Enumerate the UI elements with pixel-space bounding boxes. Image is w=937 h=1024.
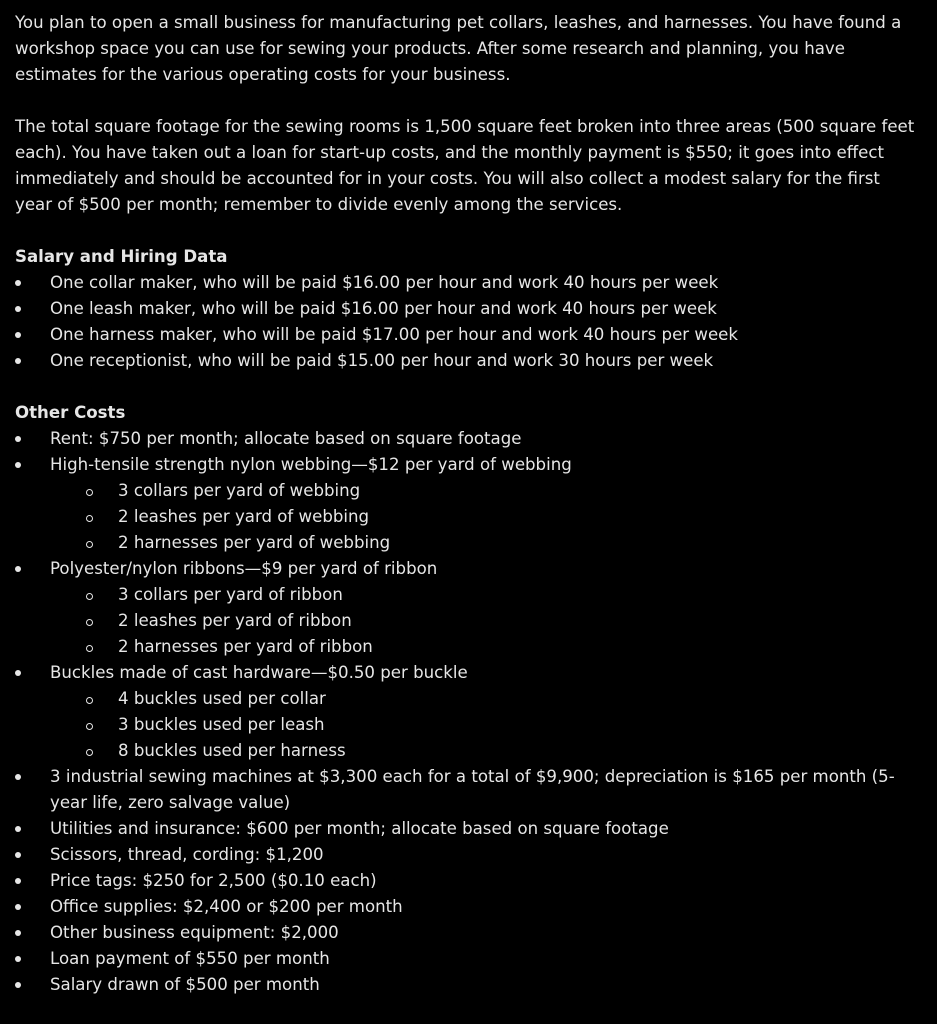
list-item: Buckles made of cast hardware—$0.50 per buckle 4 buckles used per collar 3 buckles used per leash 8 buckles used per harness [15, 660, 915, 764]
list-item: Utilities and insurance: $600 per month; allocate based on square footage [15, 816, 915, 842]
circle-bullet-icon [86, 749, 93, 756]
list-item: Scissors, thread, cording: $1,200 [15, 842, 915, 868]
document [15, 10, 915, 998]
sub-list-item: 4 buckles used per collar [15, 686, 915, 712]
sub-list [50, 582, 915, 660]
bullet-icon [15, 306, 21, 312]
bullet-icon [15, 956, 21, 962]
list-item: One harness maker, who will be paid $17.00 per hour and work 40 hours per week [15, 322, 915, 348]
circle-bullet-icon [86, 619, 93, 626]
bullet-icon [15, 670, 21, 676]
bullet-icon [15, 358, 21, 364]
bullet-icon [15, 852, 21, 858]
list-item: 3 industrial sewing machines at $3,300 each for a total of $9,900; depreciation is $165 per month (5-year life, zero salvage value) [15, 764, 915, 816]
list-item: Office supplies: $2,400 or $200 per month [15, 894, 915, 920]
circle-bullet-icon [86, 515, 93, 522]
sub-list-item: 2 leashes per yard of ribbon [15, 608, 915, 634]
bullet-icon [15, 930, 21, 936]
bullet-icon [15, 436, 21, 442]
salary-heading: Salary and Hiring Data [15, 247, 228, 266]
sub-list-item: 3 collars per yard of ribbon [15, 582, 915, 608]
list-item: One leash maker, who will be paid $16.00 per hour and work 40 hours per week [15, 296, 915, 322]
list-item: Other business equipment: $2,000 [15, 920, 915, 946]
circle-bullet-icon [86, 645, 93, 652]
bullet-icon [15, 566, 21, 572]
list-item: Loan payment of $550 per month [15, 946, 915, 972]
list-item: Polyester/nylon ribbons—$9 per yard of ribbon 3 collars per yard of ribbon 2 leashes per yard of ribbon 2 harnesses per yard of ribbon [15, 556, 915, 660]
list-item: One receptionist, who will be paid $15.00 per hour and work 30 hours per week [15, 348, 915, 374]
other-costs-list [15, 426, 915, 998]
circle-bullet-icon [86, 541, 93, 548]
sub-list-item: 2 harnesses per yard of ribbon [15, 634, 915, 660]
list-item: High-tensile strength nylon webbing—$12 per yard of webbing 3 collars per yard of webbing 2 leashes per yard of webbing 2 harnesses per yard of webbing [15, 452, 915, 556]
salary-list [15, 270, 915, 374]
list-item: Salary drawn of $500 per month [15, 972, 915, 998]
list-item: Price tags: $250 for 2,500 ($0.10 each) [15, 868, 915, 894]
sub-list-item: 2 harnesses per yard of webbing [15, 530, 915, 556]
bullet-icon [15, 462, 21, 468]
bullet-icon [15, 904, 21, 910]
list-item: One collar maker, who will be paid $16.00 per hour and work 40 hours per week [15, 270, 915, 296]
circle-bullet-icon [86, 723, 93, 730]
sub-list-item: 8 buckles used per harness [15, 738, 915, 764]
bullet-icon [15, 332, 21, 338]
bullet-icon [15, 982, 21, 988]
bullet-icon [15, 774, 21, 780]
circle-bullet-icon [86, 697, 93, 704]
sub-list [50, 686, 915, 764]
intro-paragraph: You plan to open a small business for manufacturing pet collars, leashes, and harnesses. You have found a workshop space you can use for sewing your products. After some research and planning, you have estimates for the various operating costs for your business. [15, 13, 902, 84]
bullet-icon [15, 878, 21, 884]
sub-list-item: 3 collars per yard of webbing [15, 478, 915, 504]
bullet-icon [15, 280, 21, 286]
bullet-icon [15, 826, 21, 832]
sub-list [50, 478, 915, 556]
circle-bullet-icon [86, 593, 93, 600]
other-costs-heading: Other Costs [15, 403, 126, 422]
circle-bullet-icon [86, 489, 93, 496]
list-item: Rent: $750 per month; allocate based on square footage [15, 426, 915, 452]
sub-list-item: 2 leashes per yard of webbing [15, 504, 915, 530]
details-paragraph: The total square footage for the sewing rooms is 1,500 square feet broken into three areas (500 square feet each). You have taken out a loan for start-up costs, and the monthly payment is $550; it goes into effect immediately and should be accounted for in your costs. You will also collect a modest salary for the first year of $500 per month; remember to divide evenly among the services. [15, 117, 915, 214]
sub-list-item: 3 buckles used per leash [15, 712, 915, 738]
